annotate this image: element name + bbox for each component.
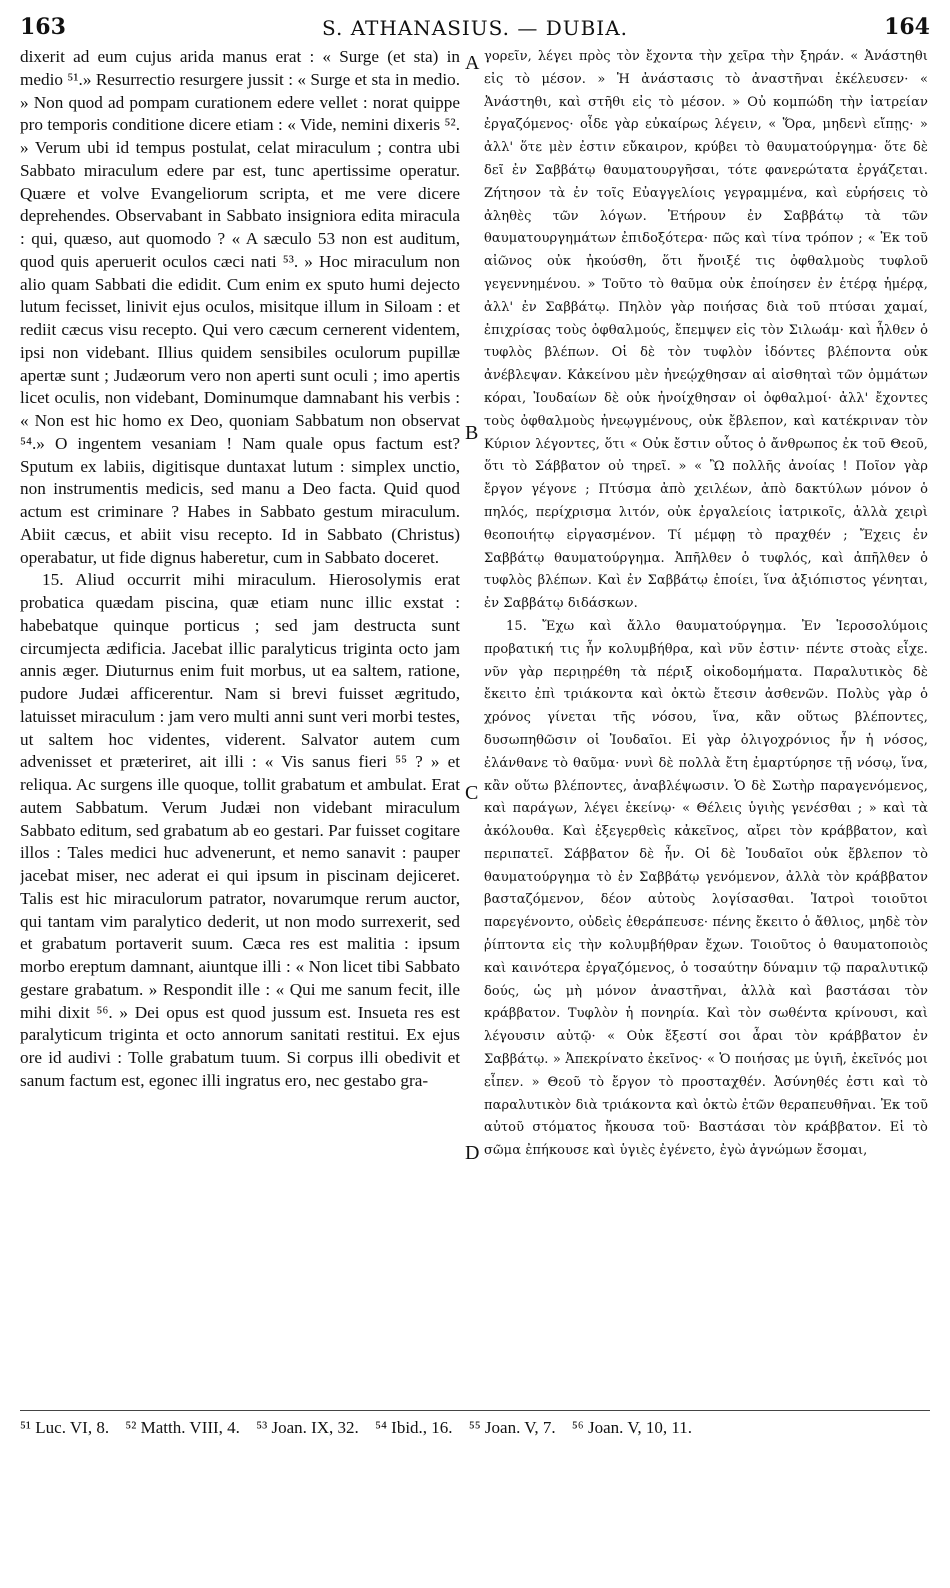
- running-header: [20, 14, 930, 44]
- running-title: S. ATHANASIUS. — DUBIA.: [321, 16, 629, 40]
- footnotes: [20, 1418, 930, 1438]
- margin-letter-d: D: [465, 1142, 480, 1164]
- greek-paragraph-1: γορεῖν, λέγει πρὸς τὸν ἔχοντα τὴν χεῖρα τὴν ξηράν. « Ἀνάστηθι εἰς τὸ μέσον. » Ἡ ἀνάστασις τὸ ἀναστῆναι ἐκέλευσεν· « Ἀνάστηθι, καὶ στῆθι εἰς τὸ μέσον. » Οὐ κομπώδη τὴν ἰατρείαν ἐργαζόμενος· οἶδε γὰρ εὐκαίρως λέγειν, « Ὅρα, μηδενὶ εἴπῃς· » ἀλλ' ὅτε μὲν ἐστιν εὔκαιρον, κρύβει τὸ θαυματούργημα· ὅτε δὲ δεῖ ἐν Σαββάτῳ θαυματουργῆσαι, τότε φανερώτατα ἐργάζεται. Ζήτησον τὰ ἐν τοῖς Εὐαγγελίοις γεγραμμένα, καὶ εὑρήσεις τὸ ἀληθὲς τῶν λόγων. Ἐτήρουν ἐν Σαββάτῳ τὰ τῶν θαυματουργημάτων ἐπιδοξότερα· πῶς καὶ τίνα τρόπον ; « Ἐκ τοῦ αἰῶνος οὐκ ἠκούσθη, ὅτι ἤνοιξέ τις ὀφθαλμοὺς τυφλοῦ γεγεννημένου. » Τοῦτο τὸ θαῦμα οὐκ ἐποίησεν ἐν ἑτέρᾳ ἡμέρᾳ, ἀλλ' ἐν Σαββάτῳ. Πηλὸν γὰρ ποιήσας διὰ τοῦ πτύσαι χαμαί, ἐπιχρίσας τοὺς ὀφθαλμούς, ἔπεμψεν εἰς τὸν Σιλωάμ· καὶ ἦλθεν ὁ τυφλὸς βλέπων. Οἱ δὲ τὸν τυφλὸν ἰδόντες βλέποντα οὐκ ἀνέβλεψαν. Κἀκείνου μὲν ἠνεῴχθησαν αἱ αἰσθηταὶ τῶν ὀμμάτων κόραι, Ἰουδαίων δὲ οὐκ ἠνοίχθησαν οἱ ὀφθαλμοί· ἀλλ' ἔχοντες τοὺς ὀφθαλμοὺς ἠνεῳγμένους, οὐκ ἔβλεπον, καὶ κατέκριναν τὸν Κύριον λέγοντες, ὅτι « Οὐκ ἔστιν οὗτος ὁ ἄνθρωπος ἐκ τοῦ Θεοῦ, ὅτι τὸ Σάββατον οὐ τηρεῖ. » « Ὢ πολλῆς ἀνοίας ! Ποῖον γὰρ ἔργον γέγονε ; Πτύσμα ἀπὸ χειλέων, ἀπὸ δακτύλων μόνον ὁ πηλός, περίχρισμα λιτόν, οὐκ ἐργαλείοις ἰατρικοῖς, ἀλλὰ χειρὶ θεοποιήτῳ εἰργασμένον. Τί μέμφῃ τὸ πραχθέν ; Ἔχεις ἐν Σαββάτῳ θαυματούργημα. Ἀπῆλθεν ὁ τυφλός, καὶ ἀπῆλθεν ὁ τυφλὸς βλέπων. Καὶ ἐν Σαββάτῳ ἐποίει, ἵνα ἀξιόπιστος γένηται, ἐν Σαββάτῳ διδάσκων.: [484, 49, 928, 612]
- footnote-53: ⁵³ Joan. IX, 32.: [256, 1418, 359, 1437]
- latin-column: [20, 46, 460, 1396]
- greek-column: [484, 46, 928, 1396]
- page-number-right: 164: [884, 14, 930, 40]
- page-number-left: 163: [20, 14, 66, 40]
- greek-paragraph-2: 15. Ἔχω καὶ ἄλλο θαυματούργημα. Ἐν Ἱεροσολύμοις προβατική τις ἦν κολυμβήθρα, καὶ νῦν ἐστιν· πέντε στοὰς εἶχε. νῦν γὰρ περιῃρέθη τὰ πέριξ οἰκοδομήματα. Παραλυτικὸς δὲ ἔκειτο ἐπὶ τριάκοντα καὶ ὀκτὼ ἔτεσιν ἀσθενῶν. Πολὺς γὰρ ὁ χρόνος γίνεται τῆς νόσου, ἵνα, κἂν οὕτως βλέποντες, δυσωπηθῶσιν οἱ Ἰουδαῖοι. Εἰ γὰρ ὀλιγοχρόνιος ἦν ἡ νόσος, ἐλάνθανε τὸ θαῦμα· νυνὶ δὲ πολλὰ ἔτη ἐμαρτύρησε τῇ νόσῳ, ἵνα, κἂν οὕτω βλέποντες, ἀναβλέψωσιν. Ὁ δὲ Σωτὴρ παραγενόμενος, καὶ παράγων, λέγει ἐκείνῳ· « Θέλεις ὑγιὴς γενέσθαι ; » καὶ τὰ ἀκόλουθα. Καὶ ἐξεγερθεὶς κἀκεῖνος, αἴρει τὸν κράββατον, καὶ περιπατεῖ. Σάββατον δὲ ἦν. Οἱ δὲ Ἰουδαῖοι οὐκ ἔβλεπον τὸ θαυματούργημα τὸ ἐν Σαββάτῳ γενόμενον, ἀλλὰ τὸν κράββατον βασταζόμενον, δέον αὐτοὺς λογίσασθαι. Ἰατροὶ τοιοῦτοι παρεγένοντο, οὐδεὶς ἐθεράπευσε· πένης ἔκειτο ὁ ἄθλιος, μηδὲ τὸν ῥίπτοντα εἰς τὴν κολυμβήθραν ἔχων. Τοιοῦτος ὁ θαυματοποιὸς καὶ καινότερα ἐργαζόμενος, ὁ τοσαύτην δύναμιν τῷ παραλυτικῷ δούς, ὡς μὴ μόνον ἀναστῆναι, ἀλλὰ καὶ βαστάσαι τὸν κράββατον. Τυφλὸν ἡ πονηρία. Καὶ τὸν σωθέντα κρίνουσι, καὶ λέγουσιν αὐτῷ· « Οὐκ ἔξεστί σοι ἆραι τὸν κράββατον ἐν Σαββάτῳ. » Ἀπεκρίνατο ἐκεῖνος· « Ὁ ποιήσας με ὑγιῆ, ἐκεῖνός μοι εἶπεν. » Θεοῦ τὸ ἔργον τὸ προσταχθέν. Ἀσύνηθές ἐστι καὶ τὸ παραλυτικὸν διὰ τριάκοντα καὶ ὀκτὼ ἐτῶν θεραπευθῆναι. Ἐκ τοῦ αὐτοῦ στόματος ἤκουσα τοῦ· Βαστάσαι τὸν κράββατον. Εἰ τὸ σῶμα ἐπήκουσε καὶ ὑγιὲς ἐγένετο, ἐγὼ ἀγνώμων ἔσομαι,: [484, 618, 928, 1159]
- margin-letter-c: C: [465, 782, 479, 804]
- footnote-56: ⁵⁶ Joan. V, 10, 11.: [571, 1418, 693, 1437]
- footnote-52: ⁵² Matth. VIII, 4.: [125, 1418, 240, 1437]
- footnote-54: ⁵⁴ Ibid., 16.: [375, 1418, 453, 1437]
- footnote-55: ⁵⁵ Joan. V, 7.: [468, 1418, 556, 1437]
- footnote-51: ⁵¹ Luc. VI, 8.: [20, 1418, 110, 1437]
- margin-letter-b: B: [465, 422, 479, 444]
- latin-paragraph-2: 15. Aliud occurrit mihi miraculum. Hierosolymis erat probatica quædam piscina, quæ etiam nunc illic exstat : habebatque quinque porticus ; sed jam destructa sunt circumjecta ædificia. Jacebat illic paralyticus triginta octo jam annis æger. Diuturnus enim fuit morbus, ut ea saltem, ratione, pudore Judæi afficerentur. Nam si brevi fuisset ægritudo, latuisset miraculum : jam vero multi anni sunt veri morbi testes, ut saltem hoc videntes, viderent. Salvator autem cum advenisset et præteriret, ait illi : « Vis sanus fieri ⁵⁵ ? » et reliqua. Ac surgens ille quoque, tollit grabatum et ambulat. Erat autem Sabbatum. Verum Judæi non videbant miraculum Sabbato editum, sed grabatum ab eo gestari. Par fuisset cogitare illos : Tales medici huc advenerunt, et nemo sanavit : pauper jacebat miser, nec aderat ei qui ipsum in piscinam dejiceret. Talis est hic miraculorum patrator, novarumque rerum auctor, qui tantam vim paralytico dederit, ut non modo surrexerit, sed et grabatum portaverit suum. Cæca res est malitia : ipsum morbo ereptum damnant, aiuntque illi : « Non licet tibi Sabbato gestare grabatum. » Respondit ille : « Qui me sanum fecit, ille mihi dixit ⁵⁶. » Dei opus est quod jussum est. Insueta res est paralyticum triginta et octo annorum sanitati restitui. Ex ejus ore id audivi : Tolle grabatum tuum. Si corpus illi obedivit et sanum factum est, egonec illi ingratus ero, nec gestabo gra-: [20, 570, 460, 1090]
- margin-letter-a: A: [465, 52, 480, 74]
- latin-paragraph-1: dixerit ad eum cujus arida manus erat : « Surge (et sta) in medio ⁵¹.» Resurrectio resurgere jussit : « Surge et sta in medio. » Non quod ad pompam curationem edere vellet : norat quippe pro temporis conditione dicere etiam : « Vide, nemini dixeris ⁵². » Verum ubi id tempus postulat, celat miraculum ; contra ubi Sabbato miraculum edere par est, tunc apertissime operatur. Quære et volve Evangeliorum scripta, et me vere dicere deprehendes. Observabant in Sabbato insigniora edita miracula : qui, quæso, aut quomodo ? « A sæculo 53 non est auditum, quod quis aperuerit oculos cæci nati ⁵³. » Hoc miraculum non alio quam Sabbati die edidit. Cum enim ex sputo humi dejecto lutum fecisset, linivit ejus oculos, misitque illum in Siloam : et rediit cæcus visu recepto. Qui vero cæcum cernerent videntem, ipsi non videbant. Illius quidem sensibiles oculorum pupillæ apertæ sunt ; Judæorum vero non aperti sunt oculi ; imo apertis licet oculis, non videbant, Dominumque damnabant his verbis : « Non est hic homo ex Deo, quoniam Sabbatum non observat ⁵⁴.» O ingentem vesaniam ! Nam quale opus factum est? Sputum ex labiis, digitisque duntaxat lutum : simplex unctio, non instrumentis medicis, sed manu a Deo facta. Quid quod actum est criminare ? Habes in Sabbato gestum miraculum. Abiit cæcus, et abiit visu recepto. Id in Sabbato (Christus) operabatur, ut fide dignus haberetur, cum in Sabbato doceret.: [20, 47, 460, 567]
- footnote-rule: [20, 1410, 930, 1411]
